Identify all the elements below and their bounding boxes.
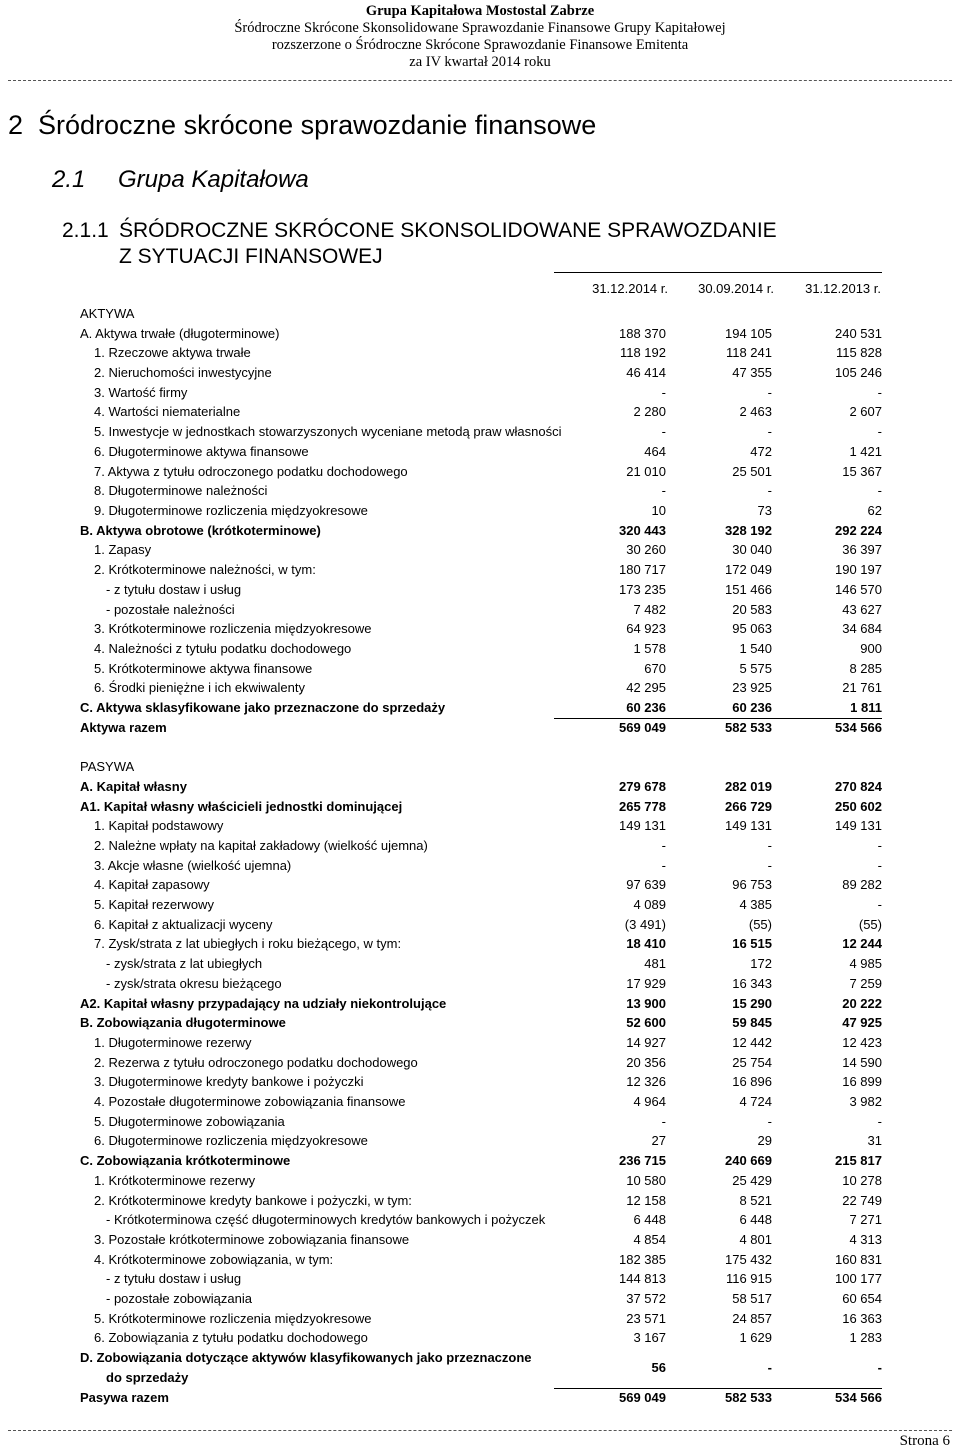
- row-value-col-2: 4 385: [739, 897, 772, 912]
- row-label: 8. Długoterminowe należności: [94, 483, 268, 498]
- subsection-heading: [52, 166, 309, 194]
- table-row: [0, 619, 960, 639]
- row-value-col-2: 23 925: [732, 680, 772, 695]
- row-value-col-3: 115 828: [835, 345, 882, 360]
- row-label: 3. Pozostałe krótkoterminowe zobowiązania finansowe: [94, 1232, 410, 1247]
- row-label: 4. Wartości niematerialne: [94, 404, 241, 419]
- table-row: [0, 934, 960, 954]
- table-row: [0, 1328, 960, 1348]
- row-value-col-1: 52 600: [626, 1015, 666, 1030]
- header-company: Grupa Kapitałowa Mostostal Zabrze: [365, 3, 595, 19]
- row-value-col-2: 16 896: [732, 1074, 772, 1089]
- table-row: [0, 678, 960, 698]
- row-value-col-1: -: [661, 1114, 666, 1129]
- row-value-col-1: 149 131: [619, 818, 666, 833]
- row-value-col-1: 236 715: [619, 1153, 666, 1168]
- row-value-col-1: 64 923: [626, 621, 666, 636]
- row-label: 2. Krótkoterminowe należności, w tym:: [94, 562, 316, 577]
- row-label: Aktywa razem: [80, 720, 167, 735]
- table-row: [0, 836, 960, 856]
- statement-number: 2.1.1: [62, 219, 109, 242]
- row-value-col-1: 265 778: [619, 799, 666, 814]
- row-label: - zysk/strata okresu bieżącego: [106, 976, 282, 991]
- row-value-col-2: 16 515: [732, 936, 772, 951]
- row-label: - pozostałe zobowiązania: [106, 1291, 252, 1306]
- table-row: [0, 1289, 960, 1309]
- row-value-col-2: 118 241: [725, 345, 772, 360]
- row-label: - zysk/strata z lat ubiegłych: [106, 956, 263, 971]
- row-label: 1. Krótkoterminowe rezerwy: [94, 1173, 256, 1188]
- row-value-col-2: 172: [750, 956, 772, 971]
- table-row: [0, 1250, 960, 1270]
- row-value-col-1: 173 235: [619, 582, 666, 597]
- page-number: Strona 6: [899, 1433, 950, 1449]
- column-header-2014-12: 31.12.2014 r.: [592, 281, 668, 296]
- row-value-col-3: 31: [867, 1133, 882, 1148]
- row-label: 4. Pozostałe długoterminowe zobowiązania finansowe: [94, 1094, 406, 1109]
- row-value-col-1: 20 356: [626, 1055, 666, 1070]
- header-line-4: za IV kwartał 2014 roku: [409, 54, 551, 70]
- table-row: [0, 875, 960, 895]
- row-value-col-2: 1 540: [739, 641, 772, 656]
- row-label: B. Aktywa obrotowe (krótkoterminowe): [80, 523, 321, 538]
- total-top-rule: [554, 718, 882, 719]
- row-value-col-3: 146 570: [835, 582, 882, 597]
- row-value-col-2: 582 533: [725, 720, 772, 735]
- table-row: [0, 994, 960, 1014]
- row-value-col-2: 20 583: [732, 602, 772, 617]
- table-row: [0, 1013, 960, 1033]
- row-value-col-3: 100 177: [835, 1271, 882, 1286]
- row-value-col-2: (55): [748, 917, 772, 932]
- total-top-rule: [554, 1388, 882, 1389]
- row-value-col-1: 1 578: [633, 641, 666, 656]
- row-label: 5. Krótkoterminowe aktywa finansowe: [94, 661, 313, 676]
- row-value-col-3: -: [877, 897, 882, 912]
- row-label: 1. Kapitał podstawowy: [94, 818, 224, 833]
- row-value-col-3: 16 363: [842, 1311, 882, 1326]
- row-value-col-2: 60 236: [732, 700, 772, 715]
- row-value-col-2: 151 466: [725, 582, 772, 597]
- row-value-col-3: 534 566: [835, 1390, 882, 1405]
- row-label: - z tytułu dostaw i usług: [106, 582, 242, 597]
- table-row: [0, 442, 960, 462]
- row-value-col-2: -: [767, 1360, 772, 1375]
- table-row: [0, 639, 960, 659]
- table-row: [0, 915, 960, 935]
- row-label: 6. Środki pieniężne i ich ekwiwalenty: [94, 680, 305, 695]
- row-value-col-1: 13 900: [626, 996, 666, 1011]
- row-value-col-2: 16 343: [732, 976, 772, 991]
- row-value-col-3: 4 313: [849, 1232, 882, 1247]
- row-value-col-3: 15 367: [842, 464, 882, 479]
- section-heading: [8, 110, 596, 141]
- row-value-col-3: -: [877, 385, 882, 400]
- row-value-col-1: 320 443: [619, 523, 666, 538]
- row-value-col-2: 15 290: [732, 996, 772, 1011]
- table-row: [0, 1230, 960, 1250]
- row-value-col-1: -: [661, 838, 666, 853]
- row-value-col-2: 58 517: [732, 1291, 772, 1306]
- row-value-col-2: 25 754: [732, 1055, 772, 1070]
- row-value-col-1: 144 813: [619, 1271, 666, 1286]
- table-row: [0, 718, 960, 738]
- row-value-col-2: 47 355: [732, 365, 772, 380]
- row-value-col-1: -: [661, 385, 666, 400]
- row-value-col-2: 175 432: [725, 1252, 772, 1267]
- row-value-col-3: -: [877, 838, 882, 853]
- table-row: [0, 540, 960, 560]
- row-label: 2. Krótkoterminowe kredyty bankowe i pożyczki, w tym:: [94, 1193, 412, 1208]
- row-value-col-2: 25 501: [732, 464, 772, 479]
- row-value-col-1: 279 678: [619, 779, 666, 794]
- row-value-col-3: -: [877, 483, 882, 498]
- table-row: [0, 1210, 960, 1230]
- row-value-col-3: 534 566: [835, 720, 882, 735]
- row-value-col-3: 4 985: [849, 956, 882, 971]
- table-row: [0, 402, 960, 422]
- row-label: 2. Rezerwa z tytułu odroczonego podatku dochodowego: [94, 1055, 418, 1070]
- column-header-top-rule: [554, 272, 882, 273]
- row-value-col-2: 96 753: [732, 877, 772, 892]
- row-value-col-2: 282 019: [725, 779, 772, 794]
- row-value-col-3: 160 831: [835, 1252, 882, 1267]
- table-row: [0, 816, 960, 836]
- row-value-col-3: 270 824: [835, 779, 882, 794]
- row-label: 9. Długoterminowe rozliczenia międzyokresowe: [94, 503, 368, 518]
- header-divider: [8, 80, 952, 81]
- row-value-col-2: 472: [750, 444, 772, 459]
- table-row: [0, 954, 960, 974]
- row-value-col-2: 4 801: [739, 1232, 772, 1247]
- table-row: [0, 797, 960, 817]
- row-label: 4. Kapitał zapasowy: [94, 877, 210, 892]
- row-value-col-2: -: [767, 838, 772, 853]
- table-row: [0, 1033, 960, 1053]
- table-row: [0, 580, 960, 600]
- row-value-col-3: 14 590: [842, 1055, 882, 1070]
- table-row: [0, 481, 960, 501]
- row-value-col-1: 14 927: [626, 1035, 666, 1050]
- table-row: [0, 304, 960, 324]
- row-value-col-2: 240 669: [725, 1153, 772, 1168]
- table-row: [0, 1191, 960, 1211]
- row-value-col-1: 46 414: [626, 365, 666, 380]
- row-value-col-2: -: [767, 424, 772, 439]
- row-value-col-1: 17 929: [626, 976, 666, 991]
- spacer-row: [0, 737, 960, 757]
- row-value-col-2: 25 429: [732, 1173, 772, 1188]
- row-label: - Krótkoterminowa część długoterminowych kredytów bankowych i pożyczek: [106, 1212, 546, 1227]
- table-row: [0, 1131, 960, 1151]
- table-row: [0, 521, 960, 541]
- row-value-col-1: 481: [644, 956, 666, 971]
- row-label: 6. Zobowiązania z tytułu podatku dochodowego: [94, 1330, 368, 1345]
- table-row: [0, 1092, 960, 1112]
- row-value-col-1: 23 571: [626, 1311, 666, 1326]
- document-header: [0, 3, 960, 71]
- row-label: A2. Kapitał własny przypadający na udziały niekontrolujące: [80, 996, 447, 1011]
- row-value-col-3: 190 197: [835, 562, 882, 577]
- row-value-col-1: 4 089: [633, 897, 666, 912]
- row-value-col-2: 6 448: [739, 1212, 772, 1227]
- row-value-col-2: 149 131: [725, 818, 772, 833]
- row-label: 1. Zapasy: [94, 542, 152, 557]
- row-value-col-3: 20 222: [842, 996, 882, 1011]
- row-value-col-1: 118 192: [619, 345, 666, 360]
- row-value-col-3: 8 285: [849, 661, 882, 676]
- row-value-col-2: 116 915: [725, 1271, 772, 1286]
- table-row: [0, 422, 960, 442]
- row-value-col-1: 18 410: [626, 936, 666, 951]
- table-row: [0, 777, 960, 797]
- row-value-col-1: 12 158: [626, 1193, 666, 1208]
- table-row: [0, 560, 960, 580]
- row-label: 5. Długoterminowe zobowiązania: [94, 1114, 285, 1129]
- row-value-col-2: 29: [757, 1133, 772, 1148]
- row-value-col-1: 10: [651, 503, 666, 518]
- row-value-col-1: 3 167: [633, 1330, 666, 1345]
- row-value-col-1: 27: [651, 1133, 666, 1148]
- row-value-col-3: 36 397: [842, 542, 882, 557]
- row-label: - z tytułu dostaw i usług: [106, 1271, 242, 1286]
- header-line-2: Śródroczne Skrócone Skonsolidowane Sprawozdanie Finansowe Grupy Kapitałowej: [234, 20, 726, 36]
- row-value-col-2: 1 629: [739, 1330, 772, 1345]
- subsection-number: 2.1: [52, 166, 86, 193]
- row-value-col-3: 12 244: [842, 936, 882, 951]
- row-value-col-2: 194 105: [725, 326, 772, 341]
- row-label: 4. Krótkoterminowe zobowiązania, w tym:: [94, 1252, 334, 1267]
- statement-title-line-1: ŚRÓDROCZNE SKRÓCONE SKONSOLIDOWANE SPRAWOZDANIE: [119, 219, 777, 242]
- row-value-col-1: 4 854: [633, 1232, 666, 1247]
- statement-title-line-2: Z SYTUACJI FINANSOWEJ: [119, 245, 383, 268]
- row-value-col-3: 62: [867, 503, 882, 518]
- row-value-col-1: 97 639: [626, 877, 666, 892]
- row-value-col-3: 22 749: [842, 1193, 882, 1208]
- row-value-col-1: 10 580: [626, 1173, 666, 1188]
- row-value-col-1: 21 010: [626, 464, 666, 479]
- row-value-col-1: 464: [644, 444, 666, 459]
- row-value-col-1: 188 370: [619, 326, 666, 341]
- row-value-col-1: 60 236: [626, 700, 666, 715]
- row-value-col-3: 1 421: [849, 444, 882, 459]
- statement-heading: [62, 218, 777, 270]
- table-row: [0, 1053, 960, 1073]
- table-row: [0, 698, 960, 718]
- row-value-col-2: 73: [757, 503, 772, 518]
- row-value-col-1: 56: [651, 1360, 666, 1375]
- row-value-col-3: 10 278: [842, 1173, 882, 1188]
- row-value-col-2: 24 857: [732, 1311, 772, 1326]
- row-value-col-3: 1 811: [850, 700, 882, 715]
- row-value-col-1: 6 448: [633, 1212, 666, 1227]
- row-value-col-1: -: [661, 424, 666, 439]
- row-value-col-2: 582 533: [725, 1390, 772, 1405]
- row-label: 3. Wartość firmy: [94, 385, 188, 400]
- row-value-col-3: 16 899: [842, 1074, 882, 1089]
- row-value-col-3: -: [877, 858, 882, 873]
- row-value-col-3: 60 654: [842, 1291, 882, 1306]
- row-value-col-2: -: [767, 858, 772, 873]
- row-value-col-2: 4 724: [739, 1094, 772, 1109]
- row-value-col-2: 5 575: [739, 661, 772, 676]
- table-row: [0, 1151, 960, 1171]
- row-label: 4. Należności z tytułu podatku dochodowego: [94, 641, 352, 656]
- row-value-col-3: 292 224: [835, 523, 882, 538]
- table-row: [0, 659, 960, 679]
- row-value-col-3: 149 131: [835, 818, 882, 833]
- row-value-col-2: 12 442: [732, 1035, 772, 1050]
- row-label: 3. Krótkoterminowe rozliczenia międzyokresowe: [94, 621, 372, 636]
- row-value-col-2: 8 521: [739, 1193, 772, 1208]
- row-label: 5. Inwestycje w jednostkach stowarzyszonych wyceniane metodą praw własności: [94, 424, 562, 439]
- table-row: [0, 757, 960, 777]
- table-row: [0, 895, 960, 915]
- row-label: A. Aktywa trwałe (długoterminowe): [80, 326, 280, 341]
- row-label: 2. Nieruchomości inwestycyjne: [94, 365, 272, 380]
- table-row: [0, 974, 960, 994]
- table-row: [0, 383, 960, 403]
- row-value-col-3: 89 282: [842, 877, 882, 892]
- table-row: [0, 1112, 960, 1132]
- table-row: [0, 462, 960, 482]
- row-value-col-3: 7 271: [849, 1212, 882, 1227]
- row-label: PASYWA: [80, 759, 135, 774]
- row-label: C. Zobowiązania krótkoterminowe: [80, 1153, 291, 1168]
- table-row: [0, 600, 960, 620]
- row-value-col-3: 3 982: [849, 1094, 882, 1109]
- row-value-col-3: 215 817: [835, 1153, 882, 1168]
- row-value-col-2: -: [767, 385, 772, 400]
- row-label: 7. Aktywa z tytułu odroczonego podatku dochodowego: [94, 464, 408, 479]
- table-row: [0, 363, 960, 383]
- row-label: 5. Krótkoterminowe rozliczenia międzyokresowe: [94, 1311, 372, 1326]
- footer-divider: [8, 1430, 952, 1431]
- row-value-col-2: -: [767, 1114, 772, 1129]
- row-value-col-3: 43 627: [842, 602, 882, 617]
- row-label: Pasywa razem: [80, 1390, 169, 1405]
- table-row: [0, 1072, 960, 1092]
- table-row: [0, 324, 960, 344]
- row-label: 6. Kapitał z aktualizacji wyceny: [94, 917, 273, 932]
- row-value-col-1: 37 572: [626, 1291, 666, 1306]
- row-value-col-2: 266 729: [725, 799, 772, 814]
- row-value-col-2: 328 192: [725, 523, 772, 538]
- row-value-col-1: 12 326: [626, 1074, 666, 1089]
- row-value-col-3: 34 684: [842, 621, 882, 636]
- row-value-col-3: 12 423: [842, 1035, 882, 1050]
- row-value-col-2: 2 463: [739, 404, 772, 419]
- row-value-col-1: 42 295: [626, 680, 666, 695]
- row-value-col-1: 569 049: [619, 1390, 666, 1405]
- row-value-col-2: 59 845: [732, 1015, 772, 1030]
- table-row: [0, 1309, 960, 1329]
- table-row: [0, 501, 960, 521]
- row-value-col-3: (55): [858, 917, 882, 932]
- row-value-col-3: 250 602: [835, 799, 882, 814]
- row-label: 6. Długoterminowe rozliczenia międzyokresowe: [94, 1133, 368, 1148]
- row-label: 3. Akcje własne (wielkość ujemna): [94, 858, 292, 873]
- row-label: AKTYWA: [80, 306, 135, 321]
- row-value-col-1: 7 482: [633, 602, 666, 617]
- row-value-col-2: 172 049: [725, 562, 772, 577]
- table-row: [0, 1171, 960, 1191]
- row-label: A1. Kapitał własny właścicieli jednostki dominującej: [80, 799, 403, 814]
- row-label: 2. Należne wpłaty na kapitał zakładowy (wielkość ujemna): [94, 838, 428, 853]
- table-row: [0, 1388, 960, 1408]
- row-label: B. Zobowiązania długoterminowe: [80, 1015, 286, 1030]
- row-value-col-2: 30 040: [732, 542, 772, 557]
- row-label: - pozostałe należności: [106, 602, 235, 617]
- row-value-col-1: (3 491): [624, 917, 666, 932]
- table-row: [0, 1269, 960, 1289]
- row-value-col-1: -: [661, 483, 666, 498]
- row-label: 6. Długoterminowe aktywa finansowe: [94, 444, 309, 459]
- section-title: Śródroczne skrócone sprawozdanie finansowe: [38, 110, 597, 140]
- table-row: [0, 343, 960, 363]
- row-value-col-1: 670: [644, 661, 666, 676]
- table-row: [0, 856, 960, 876]
- row-label: D. Zobowiązania dotyczące aktywów klasyfikowanych jako przeznaczone: [80, 1350, 532, 1365]
- row-value-col-3: 47 925: [842, 1015, 882, 1030]
- column-header-2013-12: 31.12.2013 r.: [805, 281, 881, 296]
- row-value-col-3: 240 531: [835, 326, 882, 341]
- column-header-2014-09: 30.09.2014 r.: [698, 281, 774, 296]
- row-label: 5. Kapitał rezerwowy: [94, 897, 214, 912]
- row-value-col-3: 7 259: [849, 976, 882, 991]
- row-label-continued: do sprzedaży: [106, 1370, 189, 1385]
- row-value-col-3: 900: [860, 641, 882, 656]
- row-label: 7. Zysk/strata z lat ubiegłych i roku bieżącego, w tym:: [94, 936, 402, 951]
- row-value-col-3: 2 607: [849, 404, 882, 419]
- row-value-col-3: -: [877, 1360, 882, 1375]
- row-label: C. Aktywa sklasyfikowane jako przeznaczone do sprzedaży: [80, 700, 446, 715]
- row-label: A. Kapitał własny: [80, 779, 187, 794]
- row-value-col-3: -: [877, 1114, 882, 1129]
- row-value-col-1: 180 717: [619, 562, 666, 577]
- row-value-col-3: 105 246: [835, 365, 882, 380]
- subsection-title: Grupa Kapitałowa: [118, 166, 309, 193]
- row-label: 1. Długoterminowe rezerwy: [94, 1035, 252, 1050]
- row-label: 3. Długoterminowe kredyty bankowe i pożyczki: [94, 1074, 364, 1089]
- row-label: 1. Rzeczowe aktywa trwałe: [94, 345, 251, 360]
- row-value-col-1: 569 049: [619, 720, 666, 735]
- row-value-col-1: 2 280: [633, 404, 666, 419]
- row-value-col-3: 1 283: [849, 1330, 882, 1345]
- row-value-col-1: 182 385: [619, 1252, 666, 1267]
- header-line-3: rozszerzone o Śródroczne Skrócone Sprawozdanie Finansowe Emitenta: [271, 37, 689, 53]
- row-value-col-1: 30 260: [626, 542, 666, 557]
- row-value-col-3: -: [877, 424, 882, 439]
- row-value-col-3: 21 761: [842, 680, 882, 695]
- section-number: 2: [8, 110, 24, 140]
- row-value-col-2: -: [767, 483, 772, 498]
- row-value-col-1: -: [661, 858, 666, 873]
- table-row: [0, 1348, 960, 1387]
- row-value-col-1: 4 964: [633, 1094, 666, 1109]
- row-value-col-2: 95 063: [732, 621, 772, 636]
